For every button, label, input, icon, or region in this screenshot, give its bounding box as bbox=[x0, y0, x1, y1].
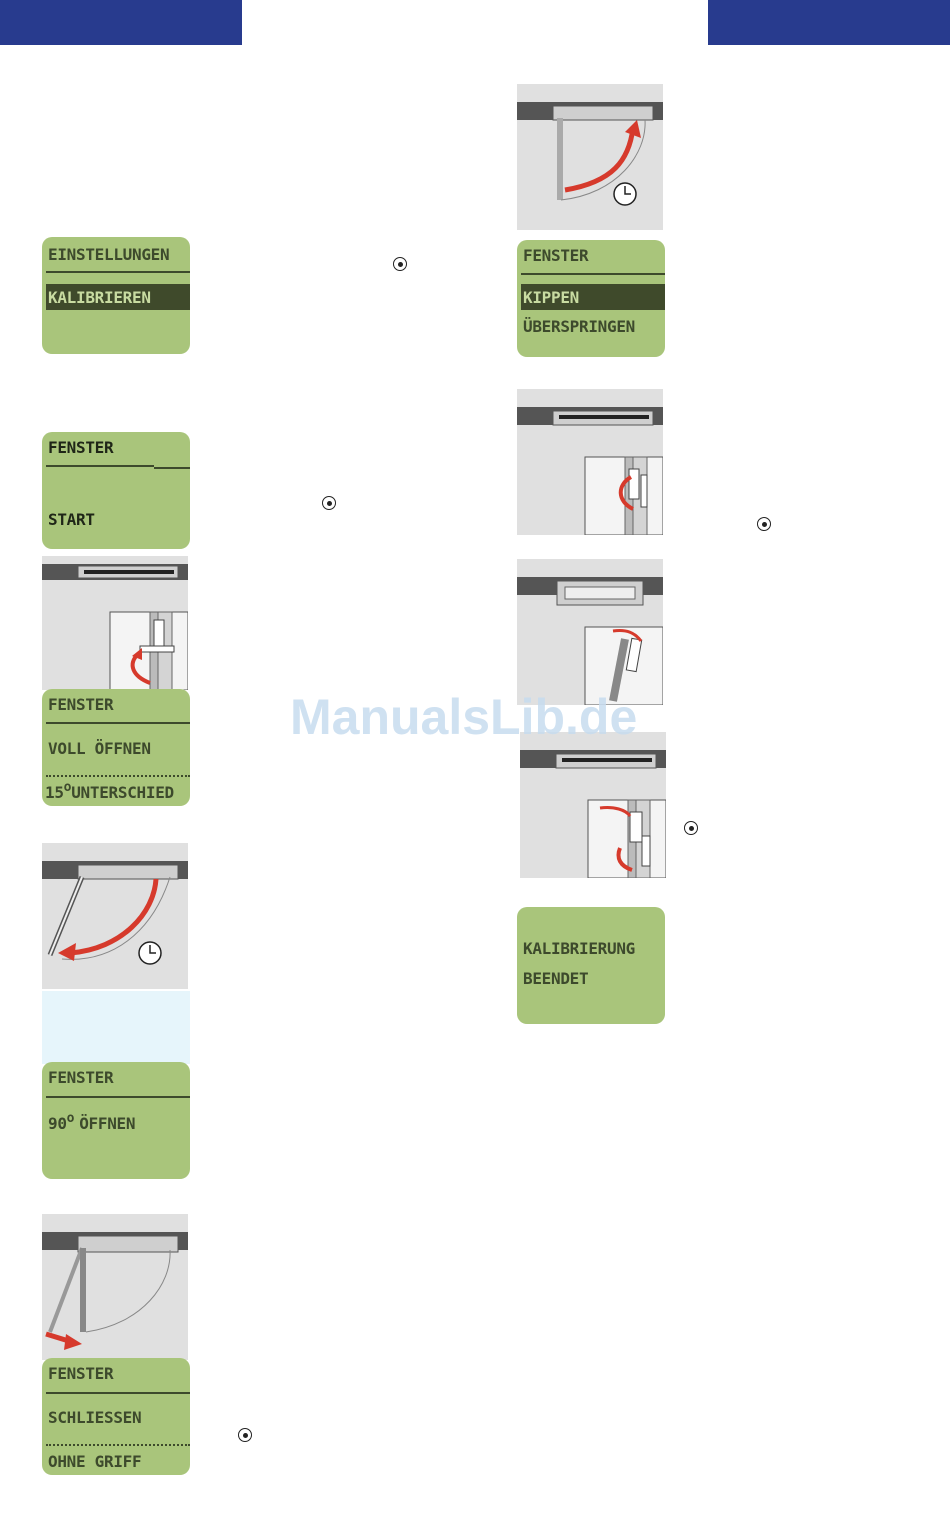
window-handle-close-illustration bbox=[520, 732, 666, 878]
lcd-line: FENSTER bbox=[48, 695, 114, 714]
window-full-open-illustration bbox=[42, 843, 188, 989]
lcd-line: EINSTELLUNGEN bbox=[48, 245, 170, 264]
lcd-separator bbox=[46, 722, 190, 724]
watermark: ManualsLib.de bbox=[290, 689, 638, 745]
lcd-einstellungen-kalibrieren bbox=[42, 237, 190, 354]
header-bar-left bbox=[0, 0, 242, 45]
lcd-line: FENSTER bbox=[523, 246, 589, 265]
ok-button-icon bbox=[684, 821, 698, 835]
lcd-line: BEENDET bbox=[523, 969, 589, 988]
lcd-line: OHNE GRIFF bbox=[48, 1452, 142, 1471]
lcd-line bbox=[45, 780, 174, 802]
lcd-fenster-kippen bbox=[517, 240, 665, 357]
lcd-line: START bbox=[48, 510, 95, 529]
lcd-line: SCHLIESSEN bbox=[48, 1408, 142, 1427]
degree-symbol: o bbox=[63, 780, 72, 795]
lcd-line: ÜBERSPRINGEN bbox=[523, 317, 635, 336]
window-handle-back-illustration bbox=[517, 389, 663, 535]
lcd-line: FENSTER bbox=[48, 1364, 114, 1383]
ok-button-icon bbox=[757, 517, 771, 531]
lcd-separator bbox=[521, 273, 665, 275]
degree-value: 90 bbox=[48, 1114, 67, 1133]
light-blue-panel bbox=[42, 991, 190, 1064]
lcd-line: KALIBRIERUNG bbox=[523, 939, 635, 958]
window-tilt-illustration bbox=[517, 84, 663, 230]
lcd-fenster-start bbox=[42, 432, 190, 549]
degree-suffix: UNTERSCHIED bbox=[71, 783, 174, 802]
lcd-line bbox=[48, 1111, 136, 1133]
ok-button-icon bbox=[322, 496, 336, 510]
ok-button-icon bbox=[238, 1428, 252, 1442]
ok-button-icon bbox=[393, 257, 407, 271]
lcd-dotted-separator bbox=[46, 775, 190, 777]
lcd-fenster-schliessen bbox=[42, 1358, 190, 1475]
lcd-separator bbox=[46, 1392, 190, 1394]
lcd-separator bbox=[46, 1096, 190, 1098]
lcd-fenster-voll-oeffnen bbox=[42, 689, 190, 806]
lcd-line: FENSTER bbox=[48, 438, 114, 457]
header-bar-right bbox=[708, 0, 950, 45]
lcd-line: VOLL ÖFFNEN bbox=[48, 739, 151, 758]
lcd-line-selected: KALIBRIEREN bbox=[48, 288, 151, 307]
window-close-illustration bbox=[42, 1214, 188, 1360]
lcd-dotted-separator bbox=[46, 1444, 190, 1446]
window-handle-turn-illustration bbox=[42, 556, 188, 690]
lcd-separator bbox=[46, 271, 190, 273]
lcd-separator bbox=[154, 467, 190, 469]
lcd-kalibrierung-beendet bbox=[517, 907, 665, 1024]
window-tilted-illustration bbox=[517, 559, 663, 705]
lcd-line: FENSTER bbox=[48, 1068, 114, 1087]
lcd-line-selected: KIPPEN bbox=[523, 288, 579, 307]
degree-value: 15 bbox=[45, 783, 64, 802]
degree-suffix: ÖFFNEN bbox=[79, 1114, 136, 1133]
lcd-fenster-90-oeffnen bbox=[42, 1062, 190, 1179]
lcd-separator bbox=[46, 465, 154, 467]
degree-symbol: o bbox=[66, 1111, 75, 1126]
